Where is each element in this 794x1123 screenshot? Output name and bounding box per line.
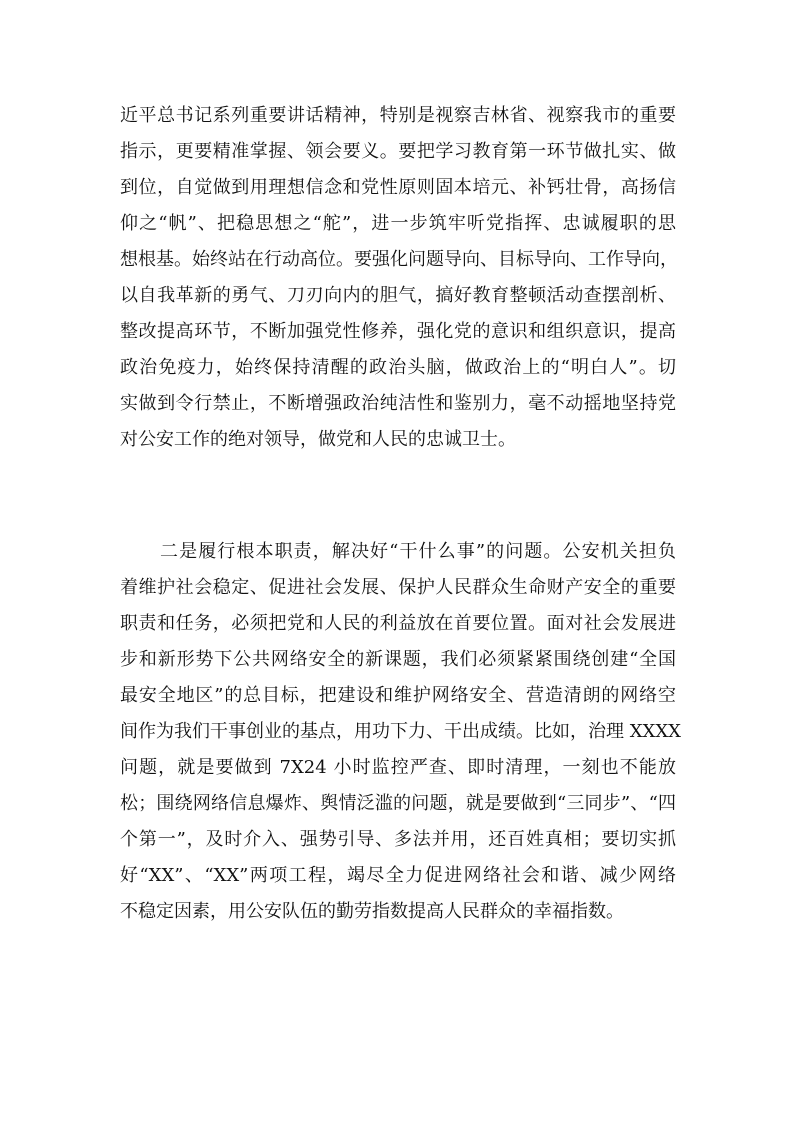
paragraph-line: 松；围绕网络信息爆炸、舆情泛滥的问题，就是要做到“三同步”、“四 (120, 793, 676, 814)
paragraph-line: 好“XX”、“XX”两项工程，竭尽全力促进网络社会和谐、减少网络 (120, 865, 676, 886)
paragraph-line: 整改提高环节，不断加强党性修养，强化党的意识和组织意识，提高 (120, 321, 676, 342)
paragraph-line: 最安全地区”的总目标，把建设和维护网络安全、营造清朗的网络空 (120, 685, 676, 706)
paragraph-line: 二是履行根本职责，解决好“干什么事”的问题。公安机关担负 (160, 541, 676, 562)
paragraph-line: 不稳定因素，用公安队伍的勤劳指数提高人民群众的幸福指数。 (120, 901, 624, 922)
paragraph-line: 对公安工作的绝对领导，做党和人民的忠诚卫士。 (120, 429, 516, 450)
paragraph-line: 以自我革新的勇气、刀刃向内的胆气，搞好教育整顿活动查摆剖析、 (120, 285, 676, 306)
paragraph-line: 间作为我们干事创业的基点，用功下力、干出成绩。比如，治理 XXXX (120, 721, 681, 742)
paragraph-line: 想根基。始终站在行动高位。要强化问题导向、目标导向、工作导向， (120, 249, 678, 270)
paragraph-line: 个第一”，及时介入、强势引导、多法并用，还百姓真相；要切实抓 (120, 829, 676, 850)
paragraph-line: 着维护社会稳定、促进社会发展、保护人民群众生命财产安全的重要 (120, 577, 676, 598)
paragraph-line: 步和新形势下公共网络安全的新课题，我们必须紧紧围绕创建“全国 (120, 649, 676, 670)
paragraph-line: 近平总书记系列重要讲话精神，特别是视察吉林省、视察我市的重要 (120, 105, 676, 126)
paragraph-2 (120, 534, 681, 930)
paragraph-line: 实做到令行禁止，不断增强政治纯洁性和鉴别力，毫不动摇地坚持党 (120, 393, 676, 414)
paragraph-line: 问题，就是要做到 7X24 小时监控严查、即时清理，一刻也不能放 (120, 757, 676, 778)
paragraph-line: 政治免疫力，始终保持清醒的政治头脑，做政治上的“明白人”。切 (120, 357, 676, 378)
paragraph-line: 仰之“帆”、把稳思想之“舵”，进一步筑牢听党指挥、忠诚履职的思 (120, 213, 676, 234)
paragraph-1 (120, 98, 676, 458)
paragraph-line: 到位，自觉做到用理想信念和党性原则固本培元、补钙壮骨，高扬信 (120, 177, 676, 198)
paragraph-line: 职责和任务，必须把党和人民的利益放在首要位置。面对社会发展进 (120, 613, 676, 634)
paragraph-line: 指示，更要精准掌握、领会要义。要把学习教育第一环节做扎实、做 (120, 141, 676, 162)
